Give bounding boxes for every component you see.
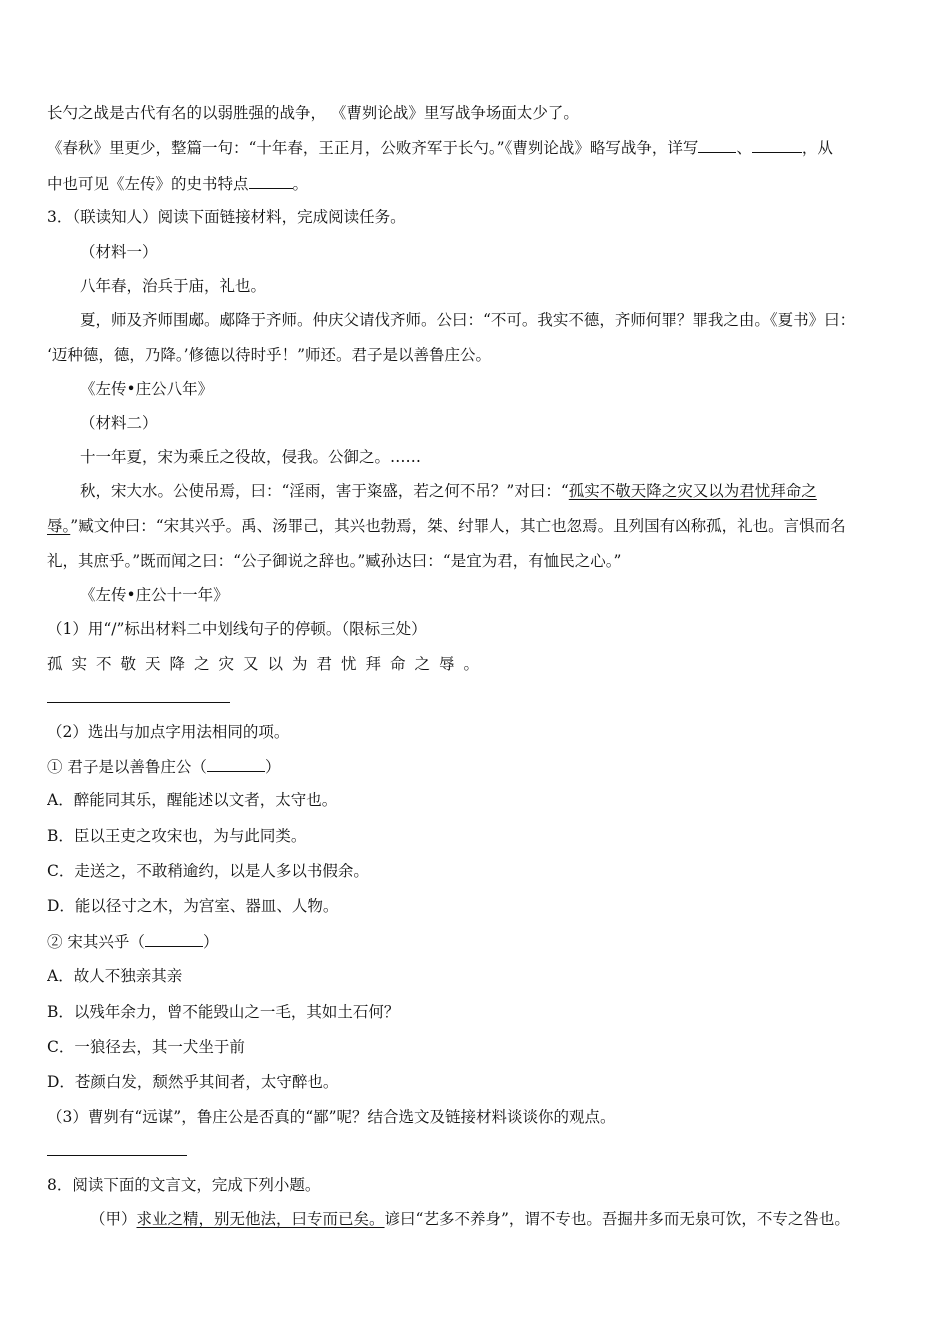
question-3-heading: 3．（联读知人）阅读下面链接材料，完成阅读任务。 — [47, 208, 406, 226]
text-fragment: 。 — [292, 175, 309, 193]
subquestion-3: （3）曹刿有“远谋”，鲁庄公是否真的“鄙”呢？结合选文及链接材料谈谈你的观点。 — [47, 1108, 616, 1126]
option-d: D．苍颜白发，颓然乎其间者，太守醉也。 — [47, 1073, 339, 1091]
text-fragment: 谚曰“艺多不养身”，谓不专也。吾掘井多而无泉可饮，不专之咎也。 — [384, 1210, 850, 1228]
material-2-title: （材料二） — [80, 414, 158, 432]
text-line — [80, 481, 910, 501]
option-b: B．以残年余力，曾不能毁山之一毛，其如土石何？ — [47, 1003, 400, 1021]
option-a: A．醉能同其乐，醒能述以文者，太守也。 — [47, 791, 338, 809]
text-line: 夏，师及齐师围郕。郕降于齐师。仲庆父请伐齐师。公曰：“不可。我实不德，齐师何罪？罪我之由。《夏书》曰： — [80, 311, 856, 329]
fill-blank[interactable] — [698, 137, 736, 153]
underlined-sentence: 求业之精，别无他法，曰专而已矣。 — [136, 1210, 385, 1228]
underlined-sentence: 孤实不敬天降之灾又以为君忧拜命之 — [568, 482, 817, 500]
underlined-sentence: 辱。 — [47, 517, 71, 535]
option-b: B．臣以王吏之攻宋也，为与此同类。 — [47, 827, 307, 845]
subquestion-2-item-1 — [47, 756, 910, 777]
text-fragment: 《春秋》里更少，整篇一句：“十年春，王正月，公败齐军于长勺。”《曹刿论战》略写战争，详写 — [47, 139, 699, 157]
text-line: 长勺之战是古代有名的以弱胜强的战争， 《曹刿论战》里写战争场面太少了。 — [47, 104, 579, 122]
text-fragment: 秋，宋大水。公使吊焉，曰：“淫雨，害于粢盛，若之何不吊？”对曰：“ — [80, 482, 569, 500]
sentence-to-mark: 孤实不敬天降之灾又以为君忧拜命之辱。 — [47, 655, 489, 673]
text-fragment: ”臧文仲曰：“宋其兴乎。禹、汤罪己，其兴也勃焉，桀、纣罪人，其亡也忽焉。且列国有凶称孤，礼也。言惧而名 — [70, 517, 846, 535]
material-1-source: 《左传•庄公八年》 — [80, 380, 214, 398]
material-2-source: 《左传•庄公十一年》 — [80, 586, 229, 604]
material-1-title: （材料一） — [80, 243, 158, 261]
option-a: A．故人不独亲其亲 — [47, 967, 183, 985]
text-line: 八年春，治兵于庙，礼也。 — [80, 277, 267, 295]
text-line — [47, 173, 910, 194]
text-fragment: ） — [264, 758, 281, 776]
option-c: C．走送之，不敢稍逾约，以是人多以书假余。 — [47, 862, 369, 880]
text-line: 礼，其庶乎。”既而闻之曰：“公子御说之辞也。”臧孙达曰：“是宜为君，有恤民之心。” — [47, 552, 622, 570]
text-fragment: ① 君子是以善鲁庄公（ — [47, 758, 207, 776]
subquestion-1: （1）用“/”标出材料二中划线句子的停顿。（限标三处） — [47, 620, 427, 638]
fill-blank[interactable] — [752, 137, 802, 153]
text-fragment: ，从 — [801, 139, 833, 157]
subquestion-2: （2）选出与加点字用法相同的项。 — [47, 723, 290, 741]
question-8-heading: 8．阅读下面的文言文，完成下列小题。 — [47, 1176, 321, 1194]
text-fragment: （甲） — [90, 1210, 137, 1228]
subquestion-2-item-2 — [47, 931, 910, 952]
answer-blank[interactable] — [145, 931, 203, 947]
text-fragment: ② 宋其兴乎（ — [47, 933, 145, 951]
text-line — [90, 1209, 910, 1229]
fill-blank[interactable] — [249, 173, 293, 189]
text-line — [47, 137, 910, 158]
text-fragment: 、 — [736, 139, 752, 157]
answer-blank[interactable] — [207, 756, 265, 772]
text-fragment: 中也可见《左传》的史书特点 — [47, 175, 249, 193]
text-line — [47, 516, 910, 536]
option-c: C．一狼径去，其一犬坐于前 — [47, 1038, 245, 1056]
option-d: D．能以径寸之木，为宫室、器皿、人物。 — [47, 897, 339, 915]
text-line: ‘迈种德，德，乃降。’修德以待时乎！”师还。君子是以善鲁庄公。 — [47, 346, 492, 364]
answer-line[interactable] — [47, 1155, 187, 1156]
answer-line[interactable] — [47, 702, 230, 703]
text-line: 十一年夏，宋为乘丘之役故，侵我。公御之。…… — [80, 448, 422, 466]
text-fragment: ） — [202, 933, 219, 951]
